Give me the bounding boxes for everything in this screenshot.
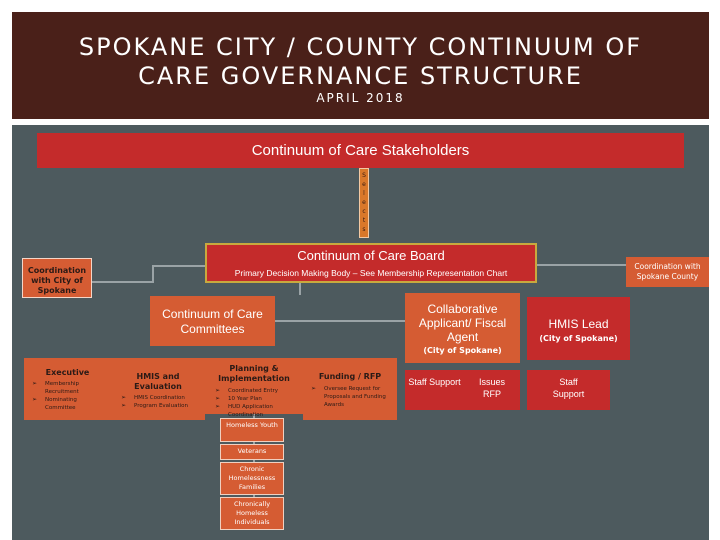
coordination-county-box: Coordination with Spokane County: [626, 257, 709, 287]
committee-title: Executive: [45, 368, 90, 377]
selects-letter: c: [362, 208, 366, 215]
subcommittee-chronic-individuals: Chronically Homeless Individuals: [220, 497, 284, 530]
board-title: Continuum of Care Board: [297, 248, 445, 263]
connector-line: [92, 281, 154, 283]
subcommittee-chronic-families: Chronic Homelessness Families: [220, 462, 284, 495]
collaborative-issues-rfp: Issues RFP: [464, 370, 520, 410]
hmis-staff-support: Staff Support: [527, 370, 610, 410]
selects-letter: t: [362, 217, 366, 224]
committee-bullets: [24, 378, 111, 412]
committee-bullets: [303, 382, 397, 409]
connector-line: [275, 320, 405, 322]
hmis-subtitle: (City of Spokane): [539, 334, 618, 343]
subcommittee-veterans: Veterans: [220, 444, 284, 460]
page-subtitle: APRIL 2018: [316, 91, 405, 105]
page-title: [12, 33, 709, 91]
committee-bullet: ➢ HMIS Coordination: [121, 394, 203, 402]
title-line-2: CARE GOVERNANCE STRUCTURE: [138, 62, 583, 90]
selects-letter: S: [362, 172, 366, 179]
collaborative-title: Collaborative Applicant/ Fiscal Agent: [418, 302, 507, 344]
coordination-city-box: Coordination with City of Spokane: [22, 258, 92, 298]
subcommittee-homeless-youth: Homeless Youth: [220, 418, 284, 442]
selects-letter: e: [362, 181, 366, 188]
committee-title: HMIS and Evaluation: [134, 372, 182, 391]
committee-bullet: ➢ Oversee Request for Proposals and Funding Awards: [311, 385, 391, 409]
committee-bullet: ➢ Program Evaluation: [121, 402, 203, 410]
collaborative-staff-support: Staff Support: [405, 370, 464, 410]
connector-line: [299, 283, 301, 295]
committees-box: Continuum of Care Committees: [150, 296, 275, 346]
committee-card-executive: [24, 358, 111, 420]
connector-line: [537, 264, 626, 266]
selects-letter: e: [362, 199, 366, 206]
board-subtitle: Primary Decision Making Body – See Membership Representation Chart: [234, 268, 508, 278]
selects-connector: [359, 168, 369, 238]
connector-line: [152, 265, 205, 267]
committee-bullets: [111, 392, 205, 410]
stakeholders-box: Continuum of Care Stakeholders: [37, 133, 684, 168]
committee-bullet: ➢ HUD Application Coordination: [215, 403, 301, 419]
selects-letter: l: [363, 190, 365, 197]
hmis-title: HMIS Lead: [548, 317, 609, 331]
committee-bullets: [205, 384, 303, 419]
committee-title: Funding / RFP: [318, 372, 382, 381]
committee-card-funding: [303, 358, 397, 420]
committee-card-planning: [205, 358, 303, 418]
committee-bullet: ➢ Coordinated Entry: [215, 387, 301, 395]
committee-bullet: ➢ 10 Year Plan: [215, 395, 301, 403]
committee-card-hmis-evaluation: [111, 358, 205, 420]
collaborative-subtitle: (City of Spokane): [423, 346, 502, 355]
committee-title: Planning & Implementation: [218, 364, 290, 383]
committee-bullet: ➢ Nominating Committee: [32, 396, 109, 412]
title-line-1: SPOKANE CITY / COUNTY CONTINUUM OF: [78, 33, 643, 61]
connector-line: [152, 265, 154, 282]
committee-bullet: ➢ Membership Recruitment: [32, 380, 109, 396]
selects-letter: s: [362, 226, 366, 233]
